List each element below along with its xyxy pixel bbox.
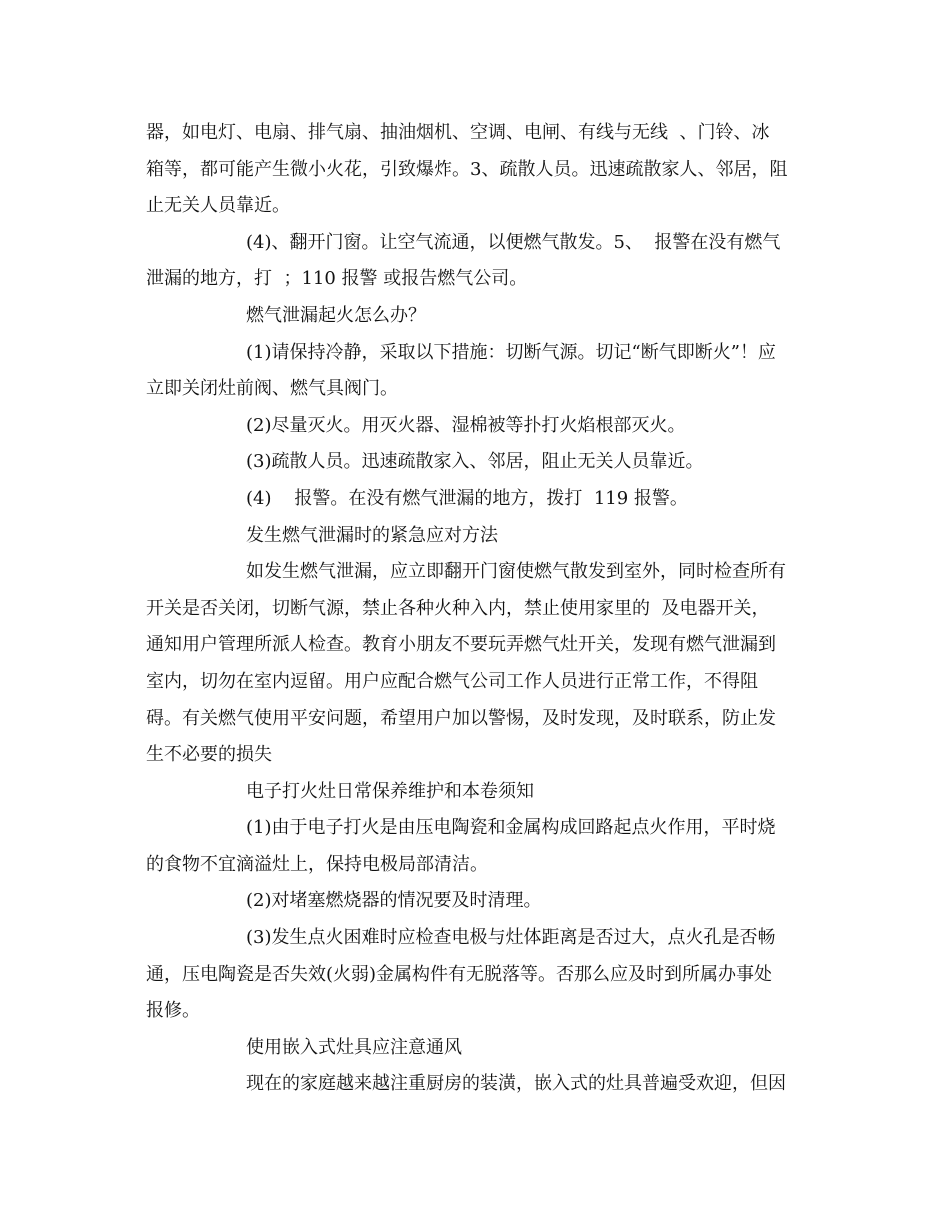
text-line: (3)发生点火困难时应检查电极与灶体距离是否过大，点火孔是否畅 [246, 927, 776, 949]
text-line: 如发生燃气泄漏，应立即翻开门窗使燃气散发到室外，同时检查所有 [246, 561, 786, 583]
text-line: 碍。有关燃气使用平安问题，希望用户加以警惕，及时发现，及时联系，防止发 [146, 707, 776, 729]
document-body [146, 115, 811, 1103]
text-line: 报修。 [146, 1000, 200, 1022]
text-line: 箱等，都可能产生微小火花，引致爆炸。3、疏散人员。迅速疏散家人、邻居，阻 [146, 158, 788, 180]
text-line: 器，如电灯、电扇、排气扇、抽油烟机、空调、电闸、有线与无线 、门铃、冰 [146, 122, 770, 143]
text-line: (1)请保持冷静，采取以下措施：切断气源。切记“断气即断火”！应 [246, 341, 776, 363]
text-line: (1)由于电子打火是由压电陶瓷和金属构成回路起点火作用，平时烧 [246, 817, 776, 839]
section-heading: 电子打火灶日常保养维护和本卷须知 [246, 780, 534, 802]
text-line: (4)、翻开门窗。让空气流通，以便燃气散发。5、 报警在没有燃气 [246, 231, 781, 253]
section-heading: 燃气泄漏起火怎么办？ [246, 304, 426, 326]
text-line: 立即关闭灶前阀、燃气具阀门。 [146, 378, 398, 400]
text-line: (3)疏散人员。迅速疏散家入、邻居，阻止无关人员靠近。 [246, 451, 704, 473]
text-line: (2)尽量灭火。用灭火器、湿棉被等扑打火焰根部灭火。 [246, 414, 686, 436]
section-heading: 发生燃气泄漏时的紧急应对方法 [246, 524, 498, 546]
text-line: (4) 报警。在没有燃气泄漏的地方，拨打 119 报警。 [246, 487, 688, 509]
text-line: 泄漏的地方，打 ；110 报警 或报告燃气公司。 [146, 268, 528, 290]
text-line: 生不必要的损失 [146, 744, 272, 766]
text-line: 通知用户管理所派人检查。教育小朋友不要玩弄燃气灶开关，发现有燃气泄漏到 [146, 634, 776, 656]
text-line: 室内，切勿在室内逗留。用户应配合燃气公司工作人员进行正常工作，不得阻 [146, 670, 758, 692]
text-line: 开关是否关闭，切断气源，禁止各种火种入内，禁止使用家里的 及电器开关， [146, 597, 770, 619]
text-line: 止无关人员靠近。 [146, 195, 290, 217]
section-heading: 使用嵌入式灶具应注意通风 [246, 1036, 462, 1058]
text-line: 的食物不宜滴溢灶上，保持电极局部清洁。 [146, 853, 488, 875]
text-line: 通，压电陶瓷是否失效(火弱)金属构件有无脱落等。否那么应及时到所属办事处 [146, 963, 773, 985]
text-line: 现在的家庭越来越注重厨房的装潢，嵌入式的灶具普遍受欢迎，但因 [246, 1073, 786, 1095]
text-line: (2)对堵塞燃烧器的情况要及时清理。 [246, 890, 542, 912]
